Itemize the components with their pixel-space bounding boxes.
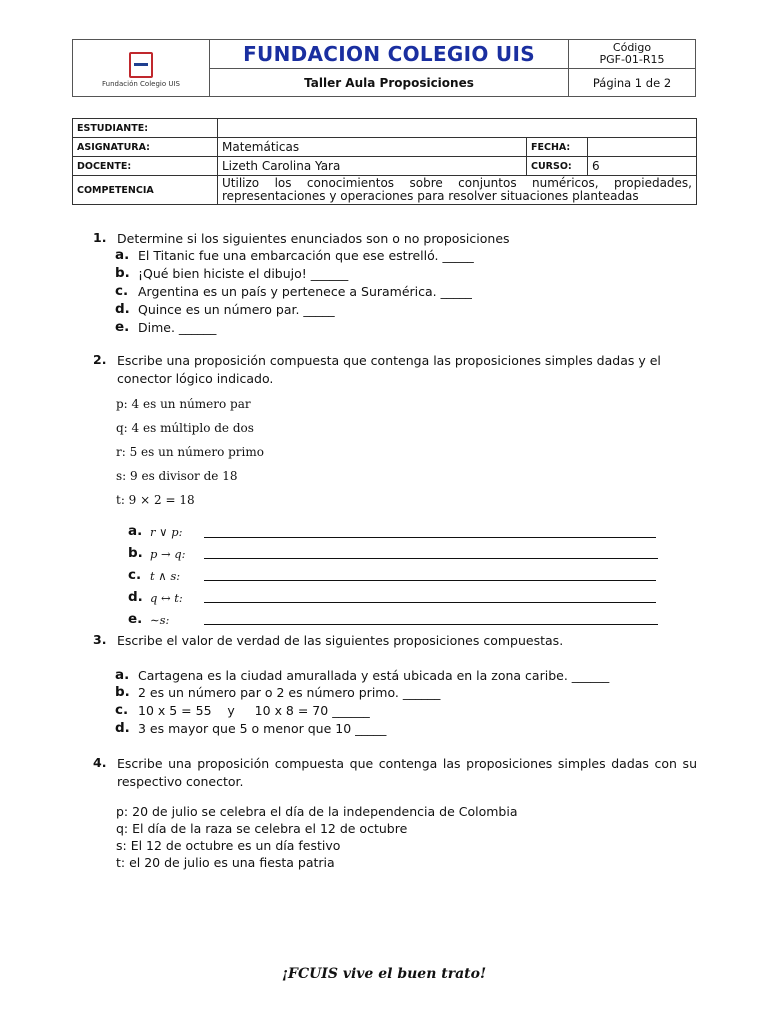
q1-item: Dime. ______ [138, 320, 217, 335]
q3-item-letter: a. [115, 667, 130, 683]
q2-item-expr: q ↔ t: [150, 591, 183, 605]
q2-proposition: t: 9 × 2 = 18 [116, 493, 195, 507]
competence-line-1: Utilizo los conocimientos sobre conjuntos numéricos, propiedades, [222, 176, 692, 190]
q1-item-letter: c. [115, 283, 129, 299]
course-value: 6 [588, 157, 697, 176]
q1-item-letter: e. [115, 319, 130, 335]
q1-item: Argentina es un país y pertenece a Suramérica. _____ [138, 284, 472, 299]
logo [73, 40, 210, 97]
code-label: Código [612, 41, 652, 54]
document-subtitle: Taller Aula Proposiciones [210, 69, 569, 97]
q2-proposition: p: 4 es un número par [116, 397, 251, 411]
q2-item-expr: r ∨ p: [150, 525, 183, 539]
q2-item-letter: a. [128, 523, 143, 539]
q2-text-line-2: conector lógico indicado. [117, 370, 274, 386]
q1-item-letter: d. [115, 301, 130, 317]
page-number: Página 1 de 2 [569, 69, 696, 97]
code-cell [569, 40, 696, 69]
q4-proposition: q: El día de la raza se celebra el 12 de octubre [116, 821, 408, 836]
teacher-label: DOCENTE: [73, 157, 218, 176]
q2-proposition: q: 4 es múltiplo de dos [116, 421, 254, 435]
q4-text-line-1: Escribe una proposición compuesta que contenga las proposiciones simples dadas con su [117, 756, 697, 771]
q1-item: Quince es un número par. _____ [138, 302, 335, 317]
school-logo-icon [129, 52, 153, 78]
q4-proposition: p: 20 de julio se celebra el día de la independencia de Colombia [116, 804, 518, 819]
q1-number: 1. [93, 230, 107, 245]
q2-item-letter: e. [128, 611, 143, 627]
q3-item: 2 es un número par o 2 es número primo. ______ [138, 685, 441, 700]
q3-number: 3. [93, 632, 107, 647]
q3-item-letter: d. [115, 720, 130, 736]
q2-item-letter: b. [128, 545, 143, 561]
subject-value: Matemáticas [218, 138, 527, 157]
q2-answer-line[interactable] [204, 580, 656, 581]
q2-item-letter: c. [128, 567, 142, 583]
school-title: FUNDACION COLEGIO UIS [210, 40, 569, 69]
q3-text: Escribe el valor de verdad de las siguientes proposiciones compuestas. [117, 633, 564, 648]
q2-text-line-1: Escribe una proposición compuesta que contenga las proposiciones simples dadas y el [117, 353, 661, 368]
q2-proposition: s: 9 es divisor de 18 [116, 469, 238, 483]
q3-item: 10 x 5 = 55 y 10 x 8 = 70 ______ [138, 703, 370, 718]
course-label: CURSO: [527, 157, 588, 176]
q2-item-expr: t ∧ s: [150, 569, 181, 583]
q3-item: Cartagena es la ciudad amurallada y está ubicada en la zona caribe. ______ [138, 668, 610, 683]
q2-answer-line[interactable] [204, 537, 656, 538]
q2-answer-line[interactable] [204, 602, 656, 603]
code-value: PGF-01-R15 [599, 53, 665, 66]
subject-label: ASIGNATURA: [73, 138, 218, 157]
q1-item: El Titanic fue una embarcación que ese estrelló. _____ [138, 248, 474, 263]
competence-text [218, 176, 697, 205]
q3-item: 3 es mayor que 5 o menor que 10 _____ [138, 721, 387, 736]
q4-text-line-2: respectivo conector. [117, 773, 244, 789]
q1-item-letter: a. [115, 247, 130, 263]
q1-item-letter: b. [115, 265, 130, 281]
q2-text [117, 352, 697, 387]
q2-item-letter: d. [128, 589, 143, 605]
q3-item-letter: c. [115, 702, 129, 718]
footer-slogan: ¡FCUIS vive el buen trato! [281, 966, 487, 982]
q1-item: ¡Qué bien hiciste el dibujo! ______ [138, 266, 349, 281]
q2-number: 2. [93, 352, 107, 367]
info-table [72, 118, 697, 205]
q2-item-expr: ∼s: [150, 613, 170, 627]
competence-line-2: representaciones y operaciones para resolver situaciones planteadas [222, 189, 639, 203]
competence-label: COMPETENCIA [73, 176, 218, 205]
document-header [72, 39, 696, 97]
logo-text: Fundación Colegio UIS [102, 79, 180, 88]
student-field[interactable] [218, 119, 697, 138]
q2-answer-line[interactable] [204, 624, 658, 625]
q4-proposition: s: El 12 de octubre es un día festivo [116, 838, 341, 853]
q1-text: Determine si los siguientes enunciados son o no proposiciones [117, 231, 510, 246]
q2-item-expr: p → q: [150, 547, 186, 561]
teacher-value: Lizeth Carolina Yara [218, 157, 527, 176]
date-field[interactable] [588, 138, 697, 157]
date-label: FECHA: [527, 138, 588, 157]
q4-text [117, 755, 697, 790]
q4-proposition: t: el 20 de julio es una fiesta patria [116, 855, 335, 870]
q3-item-letter: b. [115, 684, 130, 700]
q2-answer-line[interactable] [204, 558, 658, 559]
q4-number: 4. [93, 755, 107, 770]
student-label: ESTUDIANTE: [73, 119, 218, 138]
q2-proposition: r: 5 es un número primo [116, 445, 264, 459]
